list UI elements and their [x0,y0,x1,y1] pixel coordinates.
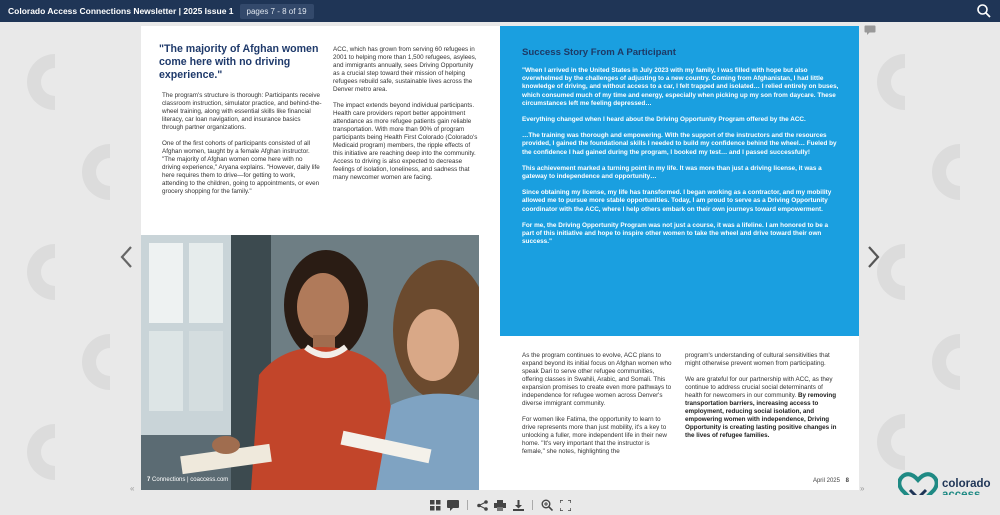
first-page-icon[interactable]: « [130,484,135,493]
story-paragraph: …The training was thorough and empowering. With the support of the instructors and the resources provided, I gained the foundational skills I needed to build my confidence behind the wheel… Fueled by the confidence I had gained during the program, I booked my test… and I passed successfully! [522,132,837,156]
right-column-2 [685,352,840,448]
left-column-2 [333,46,479,190]
paragraph: The impact extends beyond individual participants. Health care providers report better appointment attendance as more refugee patients gain reliable transportation. With more than 90% of program participants being Health First Colorado (Colorado's Medicaid program) members, the ripple effects of this initiative are reaching deep into the community. Access to driving is also expected to decrease feelings of isolation, loneliness, and sadness that many newcomer women are facing. [333,102,478,181]
paragraph: program's understanding of cultural sensitivities that might otherwise prevent women from participating. [685,352,830,367]
paragraph: One of the first cohorts of participants consisted of all Afghan women, taught by a female Afghan instructor. "The majority of Afghan women come here with no driving experience," Aryana explains. "However, daily life here requires them to drive—for getting to work, attending to the children, going to appointments, or even grocery shopping for the family." [162,140,320,195]
footer-separator: | [187,477,189,483]
left-column-1 [162,92,322,204]
issue-date: April 2025 [812,478,840,484]
bottom-toolbar [0,495,1000,515]
share-icon[interactable] [475,498,489,512]
paragraph-lead: We are grateful for our partnership with ACC, as they continue to address crucial social determinants of health for newcomers in our community. [685,376,833,399]
story-body [522,67,840,254]
right-column-1 [522,352,674,464]
story-paragraph: Since obtaining my license, my life has transformed. I began working as a contractor, and my mobility allowed me to pursue more stable opportunities. Today, I am proud to serve as a Driving Opportunity coordinator with the ACC, where I help others embark on their own journeys toward empowerment. [522,189,832,213]
print-icon[interactable] [493,498,507,512]
paragraph: For women like Fatima, the opportunity to learn to drive represents more than just mobility, it's a key to unlocking a fuller, more independent life in their new home. "It's very important that the instructor is female," she notes, highlighting the [522,416,667,455]
paragraph-bold: By removing transportation barriers, increasing access to employment, reducing social isolation, and empowering women with independence, Driving Opportunity is creating lasting positive changes in the lives of refugee families. [685,392,837,439]
story-paragraph: This achievement marked a turning point in my life. It was more than just a driving license, it was a gateway to independence and opportunity… [522,164,822,181]
page-indicator[interactable]: pages 7 - 8 of 19 [240,4,314,19]
paragraph: ACC, which has grown from serving 60 refugees in 2001 to helping more than 1,500 refugees, asylees, and immigrants annually, sees Driving Opportunity as a crucial step toward their mission of helping refugees rebuild safe, sustainable lives across the Denver metro area. [333,46,477,93]
page-left [141,26,500,490]
toolbar-divider [467,500,468,510]
chevron-right-icon[interactable] [864,244,882,270]
zoom-in-icon[interactable] [540,498,554,512]
chevron-left-icon[interactable] [118,244,136,270]
story-paragraph: "When I arrived in the United States in July 2023 with my family, I was filled with hope but also overwhelmed by the challenges of adjusting to a new country. Coming from Afghanistan, I had little knowledge of driving, and without access to a car, I felt trapped and isolated… I relied entirely on buses, which consumed much of my time and energy, especially when picking up my son from daycare. These circumstances left me feeling depressed… [522,67,839,107]
fullscreen-icon[interactable] [558,498,572,512]
footer-right [813,478,849,484]
paragraph: As the program continues to evolve, ACC plans to expand beyond its initial focus on Afghan women who speak Dari to serve other refugee communities, offering classes in Swahili, Arabic, and Somali. This expansion promises to create even more pathways to independence for refugee women across Denver's diverse immigrant community. [522,352,672,407]
publication-title: Colorado Access Connections Newsletter | 2025 Issue 1 [8,6,234,16]
paragraph [685,376,840,440]
page-number: 8 [845,478,849,484]
story-title: Success Story From A Participant [522,47,676,58]
page-number: 7 [147,477,151,483]
footer-left [147,477,228,483]
top-bar [0,0,1000,22]
comment-icon[interactable] [864,25,876,35]
site-url[interactable]: coaccess.com [190,477,229,483]
section-name: Connections [152,477,186,483]
story-paragraph: Everything changed when I heard about the Driving Opportunity Program offered by the ACC. [522,116,806,124]
page-right [500,26,859,490]
brand-line-1: colorado [942,478,991,490]
last-page-icon[interactable]: » [860,484,865,493]
grid-icon[interactable] [428,498,442,512]
pull-quote: "The majority of Afghan women come here with no driving experience." [159,43,319,82]
story-box [500,26,859,336]
story-paragraph: For me, the Driving Opportunity Program was not just a course, it was a lifeline. I am honored to be a part of this initiative and hope to inspire other women to take the wheel and drive toward their own success." [522,221,829,246]
toolbar-divider [532,500,533,510]
comment-toolbar-icon[interactable] [446,498,460,512]
search-icon[interactable] [976,3,992,19]
participants-photo [141,235,479,490]
download-icon[interactable] [511,498,525,512]
paragraph: The program's structure is thorough: Participants receive classroom instruction, simulator practice, and behind-the-wheel training, along with essential skills like financial literacy, car loan navigation, and insurance basics through partner organizations. [162,92,322,131]
